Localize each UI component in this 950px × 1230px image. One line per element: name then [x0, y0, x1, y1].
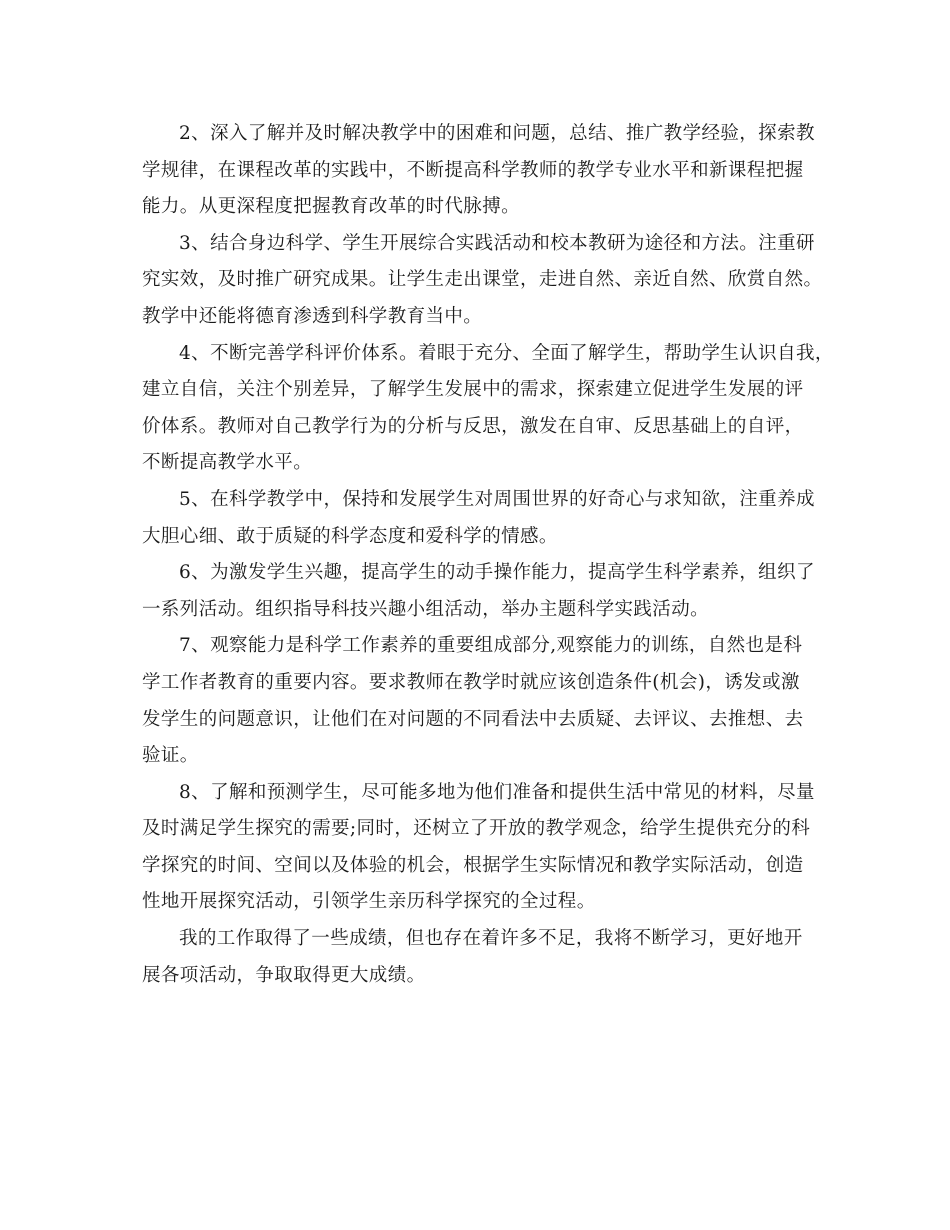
paragraph-line: 性地开展探究活动，引领学生亲历科学探究的全过程。 [142, 891, 596, 913]
paragraph-item-4 [142, 336, 834, 482]
paragraph-line: 学工作者教育的重要内容。要求教师在教学时就应该创造条件(机会)，诱发或激 [142, 671, 800, 693]
paragraph-item-5 [142, 482, 814, 555]
paragraph-line: 教学中还能将德育渗透到科学教育当中。 [142, 305, 483, 327]
paragraph-conclusion [142, 921, 814, 994]
paragraph-line: 8、了解和预测学生，尽可能多地为他们准备和提供生活中常见的材料，尽量 [179, 781, 815, 803]
paragraph-line: 及时满足学生探究的需要;同时，还树立了开放的教学观念，给学生提供充分的科 [142, 818, 811, 840]
paragraph-line: 5、在科学教学中，保持和发展学生对周围世界的好奇心与求知欲，注重养成 [179, 488, 815, 510]
paragraph-line: 能力。从更深程度把握教育改革的时代脉搏。 [142, 196, 521, 218]
paragraph-item-7 [142, 628, 814, 774]
paragraph-line: 价体系。教师对自己教学行为的分析与反思，激发在自审、反思基础上的自评， [142, 415, 804, 437]
paragraph-item-3 [142, 226, 823, 336]
paragraph-line: 一系列活动。组织指导科技兴趣小组活动，举办主题科学实践活动。 [142, 598, 710, 620]
paragraph-line: 学规律，在课程改革的实践中，不断提高科学教师的教学专业水平和新课程把握 [142, 159, 804, 181]
paragraph-line: 大胆心细、敢于质疑的科学态度和爱科学的情感。 [142, 525, 558, 547]
paragraph-line: 2、深入了解并及时解决教学中的困难和问题，总结、推广教学经验，探索教 [179, 123, 815, 144]
paragraph-line: 究实效，及时推广研究成果。让学生走出课堂，走进自然、亲近自然、欣赏自然。 [142, 269, 823, 291]
paragraph-line: 7、观察能力是科学工作素养的重要组成部分,观察能力的训练，自然也是科 [179, 635, 803, 657]
paragraph-line: 我的工作取得了一些成绩，但也存在着许多不足，我将不断学习，更好地开 [179, 928, 803, 950]
paragraph-line: 3、结合身边科学、学生开展综合实践活动和校本教研为途径和方法。注重研 [179, 232, 815, 254]
paragraph-line: 发学生的问题意识，让他们在对问题的不同看法中去质疑、去评议、去推想、去 [142, 708, 804, 730]
paragraph-line: 不断提高教学水平。 [142, 452, 313, 474]
paragraph-item-6 [142, 555, 814, 628]
paragraph-line: 4、不断完善学科评价体系。着眼于充分、全面了解学生，帮助学生认识自我， [179, 342, 834, 364]
paragraph-line: 验证。 [142, 745, 199, 767]
paragraph-line: 建立自信，关注个别差异，了解学生发展中的需求，探索建立促进学生发展的评 [142, 379, 804, 401]
paragraph-line: 展各项活动，争取取得更大成绩。 [142, 964, 426, 986]
paragraph-item-2 [142, 116, 814, 226]
paragraph-line: 学探究的时间、空间以及体验的机会，根据学生实际情况和教学实际活动，创造 [142, 854, 804, 876]
paragraph-item-8 [142, 775, 814, 921]
document-body [142, 116, 834, 994]
paragraph-line: 6、为激发学生兴趣，提高学生的动手操作能力，提高学生科学素养，组织了 [179, 562, 815, 584]
